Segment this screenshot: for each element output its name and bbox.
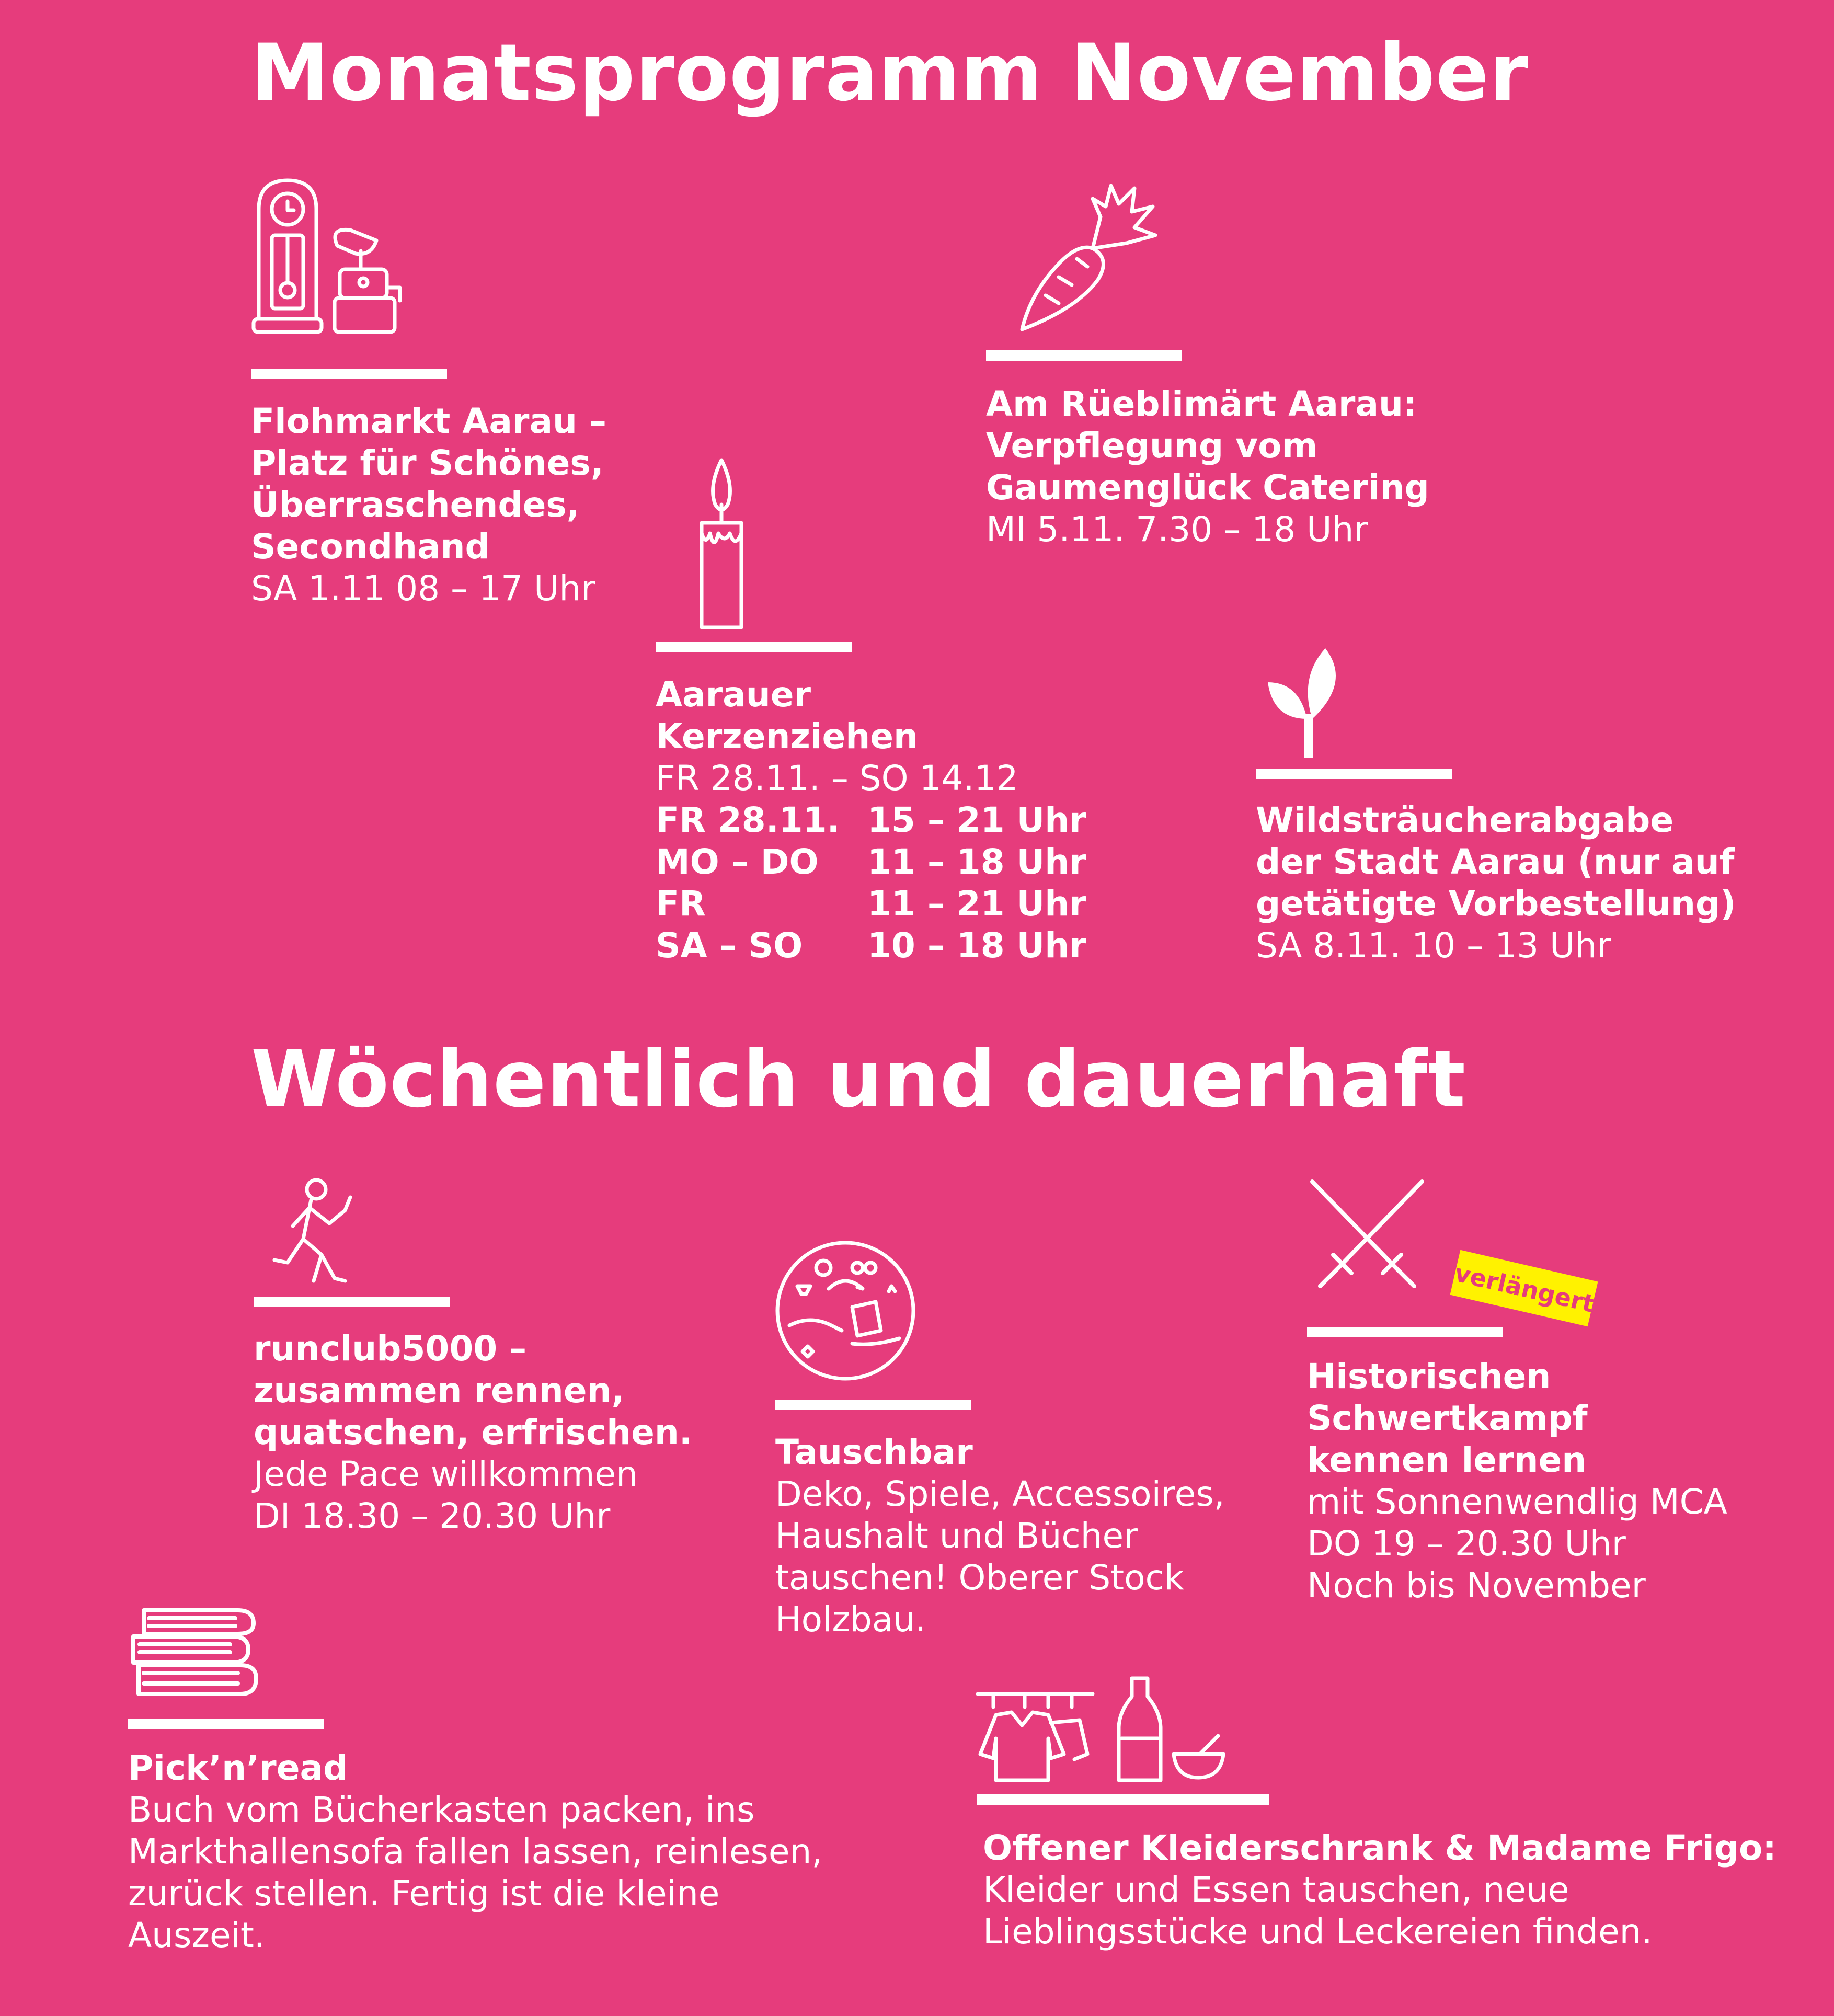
event-title-line: Überraschendes, bbox=[251, 485, 580, 525]
event-title-line: Historischen bbox=[1307, 1356, 1551, 1396]
event-kleiderschrank bbox=[983, 1827, 1776, 1953]
divider-bar bbox=[656, 642, 852, 652]
schedule-days: FR 28.11. bbox=[656, 800, 840, 840]
schedule-hours: 10 – 18 Uhr bbox=[867, 925, 1086, 966]
schedule-days: FR bbox=[656, 884, 706, 924]
divider-bar bbox=[977, 1794, 1269, 1805]
event-detail: Holzbau. bbox=[775, 1599, 926, 1640]
event-date: SA 1.11 08 – 17 Uhr bbox=[251, 568, 595, 609]
divider-bar bbox=[1307, 1327, 1503, 1337]
event-title-line: Kerzenziehen bbox=[656, 716, 918, 757]
divider-bar bbox=[251, 369, 447, 379]
carrot-icon bbox=[1014, 175, 1161, 337]
swap-hands-icon bbox=[774, 1239, 918, 1383]
event-detail: DO 19 – 20.30 Uhr bbox=[1307, 1524, 1626, 1564]
event-date: MI 5.11. 7.30 – 18 Uhr bbox=[986, 509, 1368, 549]
event-kerzenziehen bbox=[656, 674, 1018, 799]
event-flohmarkt bbox=[251, 400, 606, 610]
event-schwertkampf bbox=[1307, 1356, 1727, 1607]
event-date: FR 28.11. – SO 14.12 bbox=[656, 758, 1018, 798]
event-title-line: Verpflegung vom bbox=[986, 426, 1318, 466]
event-detail: Kleider und Essen tauschen, neue bbox=[983, 1870, 1569, 1910]
event-title-line: Flohmarkt Aarau – bbox=[251, 401, 606, 441]
event-title-line: Wildsträucherabgabe bbox=[1256, 800, 1674, 840]
event-title-line: kennen lernen bbox=[1307, 1440, 1587, 1480]
event-detail: Jede Pace willkommen bbox=[254, 1454, 638, 1494]
event-title-line: Secondhand bbox=[251, 526, 490, 567]
event-title-line: der Stadt Aarau (nur auf bbox=[1256, 842, 1735, 882]
event-date: SA 8.11. 10 – 13 Uhr bbox=[1256, 925, 1611, 966]
event-detail: Auszeit. bbox=[128, 1915, 265, 1955]
event-title-line: quatschen, erfrischen. bbox=[254, 1412, 692, 1452]
event-detail: tauschen! Oberer Stock bbox=[775, 1557, 1185, 1598]
event-detail: mit Sonnenwendlig MCA bbox=[1307, 1482, 1727, 1522]
schedule-hours: 11 – 18 Uhr bbox=[867, 842, 1086, 882]
event-tauschbar bbox=[775, 1431, 1225, 1641]
event-detail: zurück stellen. Fertig ist die kleine bbox=[128, 1873, 720, 1914]
books-stack-icon bbox=[128, 1600, 261, 1704]
event-rueeblimaert bbox=[986, 383, 1429, 551]
crossed-swords-icon bbox=[1304, 1176, 1430, 1297]
schedule-hours: 11 – 21 Uhr bbox=[867, 884, 1086, 924]
event-title-line: Platz für Schönes, bbox=[251, 443, 604, 483]
schedule-days: MO – DO bbox=[656, 842, 819, 882]
heading-weekly: Wöchentlich und dauerhaft bbox=[251, 1034, 1466, 1125]
event-title-line: Am Rüeblimärt Aarau: bbox=[986, 384, 1417, 424]
event-title-line: Schwertkampf bbox=[1307, 1398, 1588, 1438]
event-detail: Noch bis November bbox=[1307, 1565, 1646, 1606]
status-badge: verlängert bbox=[1450, 1250, 1598, 1326]
event-title-line: zusammen rennen, bbox=[254, 1370, 625, 1411]
divider-bar bbox=[1256, 769, 1452, 779]
event-title-line: Aarauer bbox=[656, 674, 811, 715]
event-title-line: Gaumenglück Catering bbox=[986, 467, 1429, 508]
schedule-days: SA – SO bbox=[656, 925, 803, 966]
runner-icon bbox=[272, 1176, 387, 1291]
event-detail: Markthallensofa fallen lassen, reinlesen, bbox=[128, 1831, 823, 1872]
divider-bar bbox=[775, 1400, 971, 1410]
clock-and-gramophone-icon bbox=[251, 178, 418, 345]
event-title-line: Offener Kleiderschrank & Madame Frigo: bbox=[983, 1828, 1776, 1868]
event-wildstraeucher bbox=[1256, 799, 1736, 967]
event-detail: Lieblingsstücke und Leckereien finden. bbox=[983, 1911, 1653, 1952]
schedule-hours: 15 – 21 Uhr bbox=[867, 800, 1086, 840]
event-detail: Haushalt und Bücher bbox=[775, 1516, 1138, 1556]
divider-bar bbox=[986, 350, 1182, 361]
event-detail: Buch vom Bücherkasten packen, ins bbox=[128, 1790, 755, 1830]
divider-bar bbox=[254, 1297, 450, 1307]
divider-bar bbox=[128, 1719, 324, 1729]
event-title-line: Tauschbar bbox=[775, 1432, 973, 1472]
event-runclub bbox=[254, 1328, 692, 1537]
event-title-line: runclub5000 – bbox=[254, 1328, 527, 1369]
event-title-line: getätigte Vorbestellung) bbox=[1256, 884, 1736, 924]
event-detail: Deko, Spiele, Accessoires, bbox=[775, 1474, 1225, 1514]
event-title-line: Pick’n’read bbox=[128, 1748, 348, 1788]
clothes-and-food-icon bbox=[975, 1676, 1226, 1785]
heading-monthly: Monatsprogramm November bbox=[251, 28, 1529, 119]
event-picknread bbox=[128, 1747, 822, 1956]
candle-icon bbox=[695, 455, 748, 633]
sprout-icon bbox=[1263, 646, 1351, 758]
event-detail: DI 18.30 – 20.30 Uhr bbox=[254, 1496, 611, 1536]
